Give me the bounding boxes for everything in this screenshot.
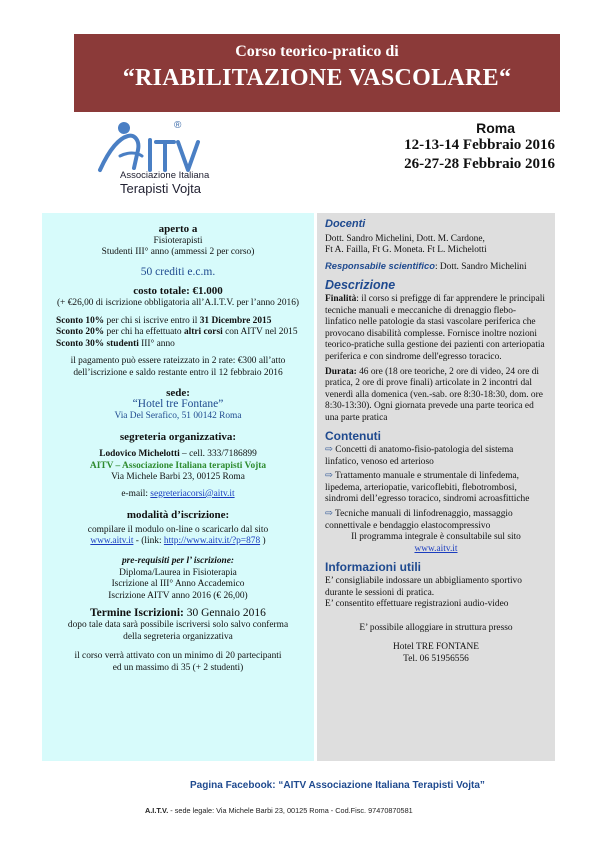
discounts (42, 316, 314, 351)
secretary-email: e-mail: segreteriacorsi@aitv.it (121, 488, 235, 499)
info-panel-left (42, 213, 314, 761)
aitv-logo-mark-icon (90, 118, 210, 178)
program-link-line (325, 544, 547, 556)
registered-mark: ® (174, 120, 182, 131)
logo-association: Associazione Italiana (120, 170, 210, 181)
teachers-line-1: Dott. Sandro Michelini, Dott. M. Cardone, (325, 233, 485, 244)
goals: Finalità: il corso si prefigge di far apprendere le principali tecniche manuali e meccaniche di drenaggio flebo-linfatico nelle patologie da stasi vascolare periferica che provocano disabilità complesse. Fornisce inoltre nozioni teorico-pratiche sulla gestione dei pazienti con arteriopatia periferica e con sindrome dell'egresso toracico. (325, 293, 545, 362)
signup-label: modalità d’iscrizione: (126, 509, 230, 522)
discount-2: Sconto 20% per chi ha effettuato altri corsi con AITV nel 2015 (56, 327, 298, 338)
signup-line-1: compilare il modulo on-line o scaricarlo dal sito (87, 524, 269, 535)
discount-1: Sconto 10% per chi si iscrive entro il 31 Dicembre 2015 (56, 315, 272, 326)
banner-subtitle: Corso teorico-pratico di (235, 43, 399, 60)
installment-line-1: il pagamento può essere rateizzato in 2 rate: €300 all’atto (70, 356, 286, 367)
credits: 50 crediti e.c.m. (140, 265, 216, 278)
teachers-title: Docenti (325, 218, 366, 230)
venue-address: Via Del Serafico, 51 00142 Roma (114, 410, 242, 421)
info-1: E’ consigliabile indossare un abbigliamento sportivo durante le sessioni di pratica. (325, 576, 522, 598)
activation-1: il corso verrà attivato con un minimo di 20 partecipanti (74, 651, 282, 662)
dates-first: 12-13-14 Febbraio 2016 (404, 137, 555, 153)
deadline-note-1: dopo tale data sarà possibile iscriversi solo salvo conferma (67, 620, 289, 631)
useful-info-title: Informazioni utili (325, 560, 421, 575)
email-link[interactable]: segreteriacorsi@aitv.it (150, 488, 235, 499)
stay-note: E’ possibile alloggiare in struttura presso (359, 622, 513, 633)
prereq-2: Iscrizione al III° Anno Accademico (111, 579, 245, 590)
event-dates (404, 120, 555, 174)
secretary-address: Via Michele Barbi 23, 00125 Roma (111, 472, 245, 483)
info-2: E’ consentito effettuare registrazioni audio-video (325, 599, 509, 610)
arrow-icon: ⇨ (325, 445, 333, 456)
open-line-2: Studenti III° anno (ammessi 2 per corso) (101, 247, 255, 258)
open-title: aperto a (158, 223, 198, 235)
discount-3: Sconto 30% studenti III° anno (56, 338, 175, 349)
title-banner (74, 34, 560, 112)
banner-title: “RIABILITAZIONE VASCOLARE“ (122, 65, 512, 91)
arrow-icon: ⇨ (325, 509, 333, 520)
venue-label: sede: (166, 386, 190, 399)
cost-note: (+ €26,00 di iscrizione obbligatoria all’A.I.T.V. per l’anno 2016) (56, 297, 300, 308)
prereq-label: pre-requisiti per l’ iscrizione: (121, 556, 235, 567)
duration: Durata: 46 ore (18 ore teoriche, 2 ore di video, 24 ore di pratica, 2 ore di prove finali) articolate in 2 incontri dal venerdì alla domenica (ven.-sab. ore 8:30-18:30, dom. ore 8:30-13:30). Ogni giornata prevede una parte teorica ed una parte pratica (325, 366, 543, 423)
cost-line: costo totale: €1.000 (133, 285, 223, 298)
event-city: Roma (476, 120, 515, 136)
teachers-line-2: Ft A. Failla, Ft G. Moneta. Ft L. Michelotti (325, 245, 487, 256)
deadline-note-2: della segreteria organizzativa (123, 631, 233, 642)
program-note: Il programma integrale è consultabile sul sito (351, 532, 521, 543)
prereq-1: Diploma/Laurea in Fisioterapia (119, 567, 237, 578)
content-1: ⇨ Concetti di anatomo-fisio-patologia del sistema linfatico, venoso ed arterioso (325, 445, 514, 467)
signup-links: www.aitv.it - (link: http://www.aitv.it/?p=878 ) (90, 536, 266, 547)
prereq-3: Iscrizione AITV anno 2016 (€ 26,00) (108, 590, 248, 601)
aitv-logo (90, 118, 320, 202)
content-3: ⇨ Tecniche manuali di linfodrenaggio, massaggio connettivale e bendaggio elastocompressivo (325, 509, 513, 531)
program-link[interactable]: www.aitv.it (414, 543, 458, 554)
site-link[interactable]: www.aitv.it (90, 536, 134, 547)
open-line-1: Fisioterapisti (153, 235, 203, 246)
form-link[interactable]: http://www.aitv.it/?p=878 (163, 536, 261, 547)
info-panel-right (317, 213, 555, 761)
stay-hotel: Hotel TRE FONTANE (392, 642, 480, 653)
description-title: Descrizione (325, 278, 396, 293)
secretary-org: AITV – Associazione Italiana terapisti Vojta (89, 460, 267, 471)
facebook-page: Pagina Facebook: “AITV Associazione Italiana Terapisti Vojta” (190, 780, 485, 791)
legal-footer: A.I.T.V. - sede legale: Via Michele Barbi 23, 00125 Roma - Cod.Fisc. 97470870581 (145, 806, 413, 815)
arrow-icon: ⇨ (325, 471, 333, 482)
dates-second: 26-27-28 Febbraio 2016 (404, 156, 555, 172)
content-2: ⇨ Trattamento manuale e strumentale di linfedema, lipedema, arteriopatie, varicoflebiti, flebotrombosi, sindromi dell’egresso toracico, sindromi acroasfittiche (325, 471, 530, 505)
contents-title: Contenuti (325, 428, 381, 443)
venue-name: “Hotel tre Fontane” (132, 398, 224, 411)
secretary-label: segreteria organizzativa: (119, 431, 237, 444)
stay-phone: Tel. 06 51956556 (403, 654, 469, 664)
scientific-lead: Responsabile scientifico: Dott. Sandro Michelini (325, 259, 527, 272)
secretary-contact: Lodovico Michelotti – cell. 333/7186899 (99, 448, 257, 459)
deadline: Termine Iscrizioni: 30 Gennaio 2016 (90, 607, 266, 620)
logo-therapists: Terapisti Vojta (120, 181, 201, 196)
activation-2: ed un massimo di 35 (+ 2 studenti) (112, 662, 244, 673)
installment-line-2: dell’iscrizione e saldo restante entro il 12 febbraio 2016 (73, 367, 283, 378)
